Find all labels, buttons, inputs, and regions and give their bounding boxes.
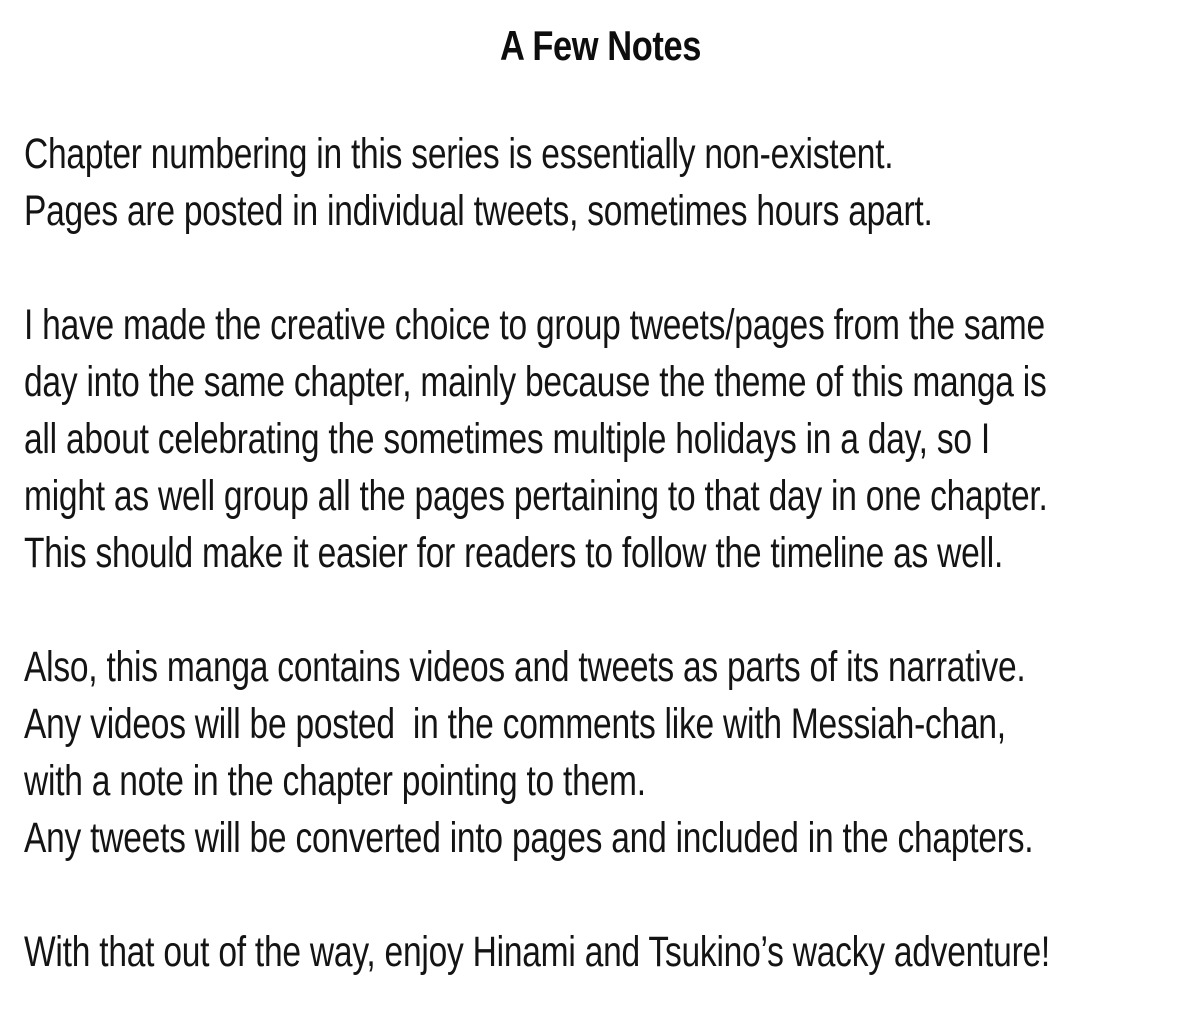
paragraph-videos-tweets — [24, 639, 1050, 867]
text-line: might as well group all the pages pertaining to that day in one chapter. — [24, 472, 1048, 520]
text-line: Chapter numbering in this series is essentially non-existent. — [24, 130, 894, 178]
text-line: Also, this manga contains videos and tweets as parts of its narrative. — [24, 643, 1026, 691]
text-line: Pages are posted in individual tweets, sometimes hours apart. — [24, 187, 933, 235]
text-line: With that out of the way, enjoy Hinami and Tsukino’s wacky adventure! — [24, 928, 1051, 976]
paragraph-creative-choice — [24, 297, 1050, 582]
page-title-container — [0, 22, 1200, 70]
text-line: day into the same chapter, mainly because the theme of this manga is — [24, 358, 1047, 406]
page-title: A Few Notes — [499, 22, 701, 69]
text-line: with a note in the chapter pointing to them. — [24, 757, 646, 805]
text-line: I have made the creative choice to group tweets/pages from the same — [24, 301, 1045, 349]
text-line: This should make it easier for readers to follow the timeline as well. — [24, 529, 1004, 577]
text-line: all about celebrating the sometimes multiple holidays in a day, so I — [24, 415, 990, 463]
paragraph-chapter-numbering — [24, 126, 1050, 240]
notes-body — [24, 126, 1050, 981]
text-line: Any videos will be posted in the comments like with Messiah-chan, — [24, 700, 1006, 748]
text-line: Any tweets will be converted into pages and included in the chapters. — [24, 814, 1034, 862]
paragraph-closing — [24, 924, 1050, 981]
